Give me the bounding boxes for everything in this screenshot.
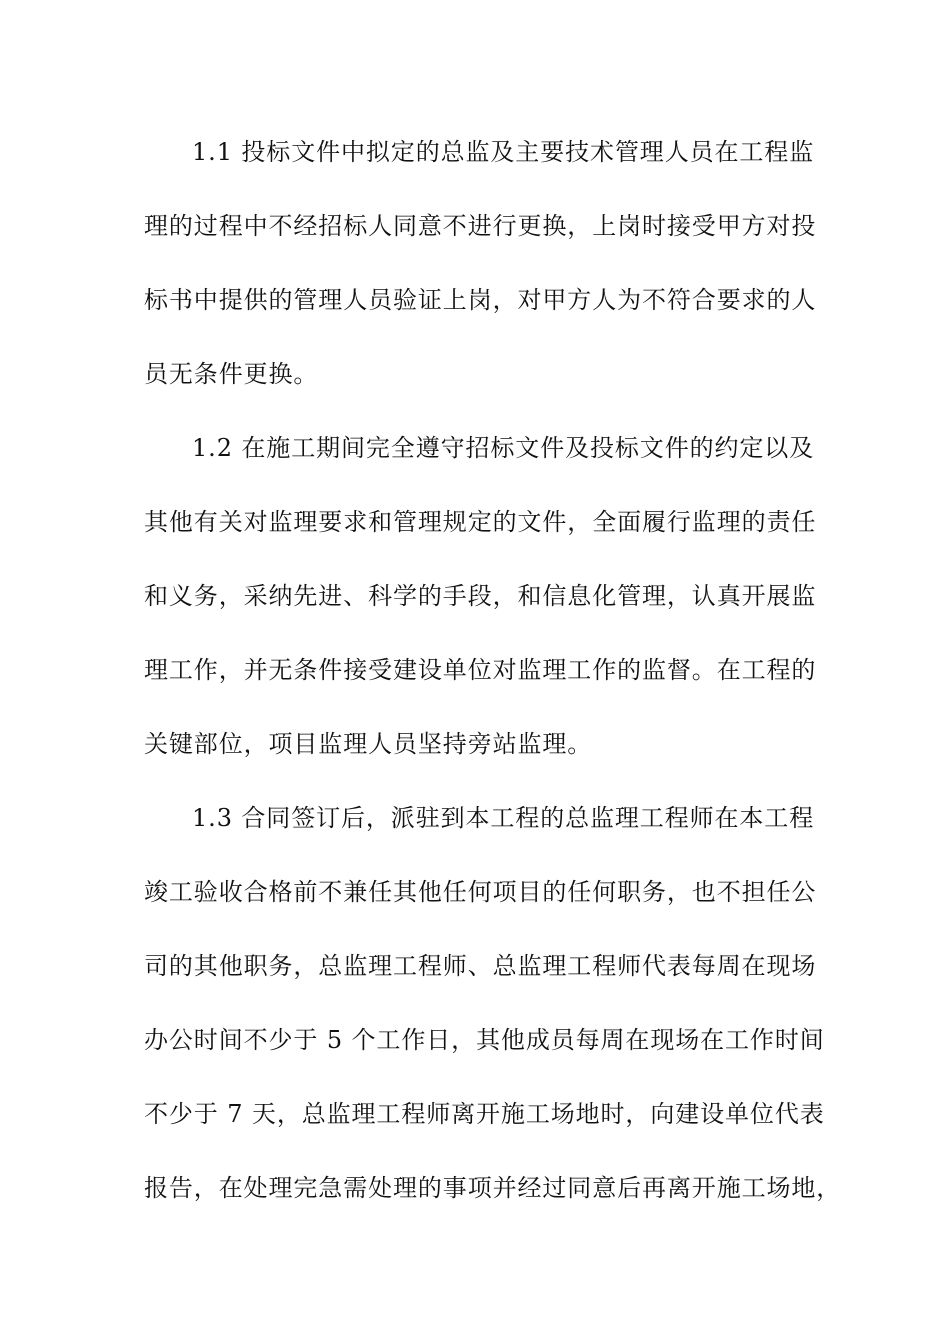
paragraph-1-3-line-5: 不少于 7 天，总监理工程师离开施工场地时，向建设单位代表 — [144, 1100, 825, 1128]
paragraph-1-2-line-5: 关键部位，项目监理人员坚持旁站监理。 — [144, 730, 593, 758]
paragraph-1-2-line-2: 其他有关对监理要求和管理规定的文件，全面履行监理的责任 — [144, 508, 817, 536]
paragraph-1-3-line-2: 竣工验收合格前不兼任其他任何项目的任何职务，也不担任公 — [144, 878, 817, 906]
paragraph-1-3-line-6: 报告，在处理完急需处理的事项并经过同意后再离开施工场地， — [144, 1174, 842, 1202]
paragraph-1-1-line-4: 员无条件更换。 — [144, 360, 319, 388]
paragraph-1-3-line-4: 办公时间不少于 5 个工作日，其他成员每周在现场在工作时间 — [144, 1026, 825, 1054]
paragraph-1-3-line-3: 司的其他职务，总监理工程师、总监理工程师代表每周在现场 — [144, 952, 817, 980]
paragraph-1-2-line-3: 和义务，采纳先进、科学的手段，和信息化管理，认真开展监 — [144, 582, 817, 610]
paragraph-1-3-line-1: 1.3 合同签订后，派驻到本工程的总监理工程师在本工程 — [192, 804, 815, 832]
paragraph-1-1-line-3: 标书中提供的管理人员验证上岗，对甲方人为不符合要求的人 — [144, 286, 817, 314]
paragraph-1-2-line-4: 理工作，并无条件接受建设单位对监理工作的监督。在工程的 — [144, 656, 817, 684]
paragraph-1-1-line-1: 1.1 投标文件中拟定的总监及主要技术管理人员在工程监 — [192, 138, 815, 166]
paragraph-1-1-line-2: 理的过程中不经招标人同意不进行更换，上岗时接受甲方对投 — [144, 212, 817, 240]
paragraph-1-2-line-1: 1.2 在施工期间完全遵守招标文件及投标文件的约定以及 — [192, 434, 815, 462]
